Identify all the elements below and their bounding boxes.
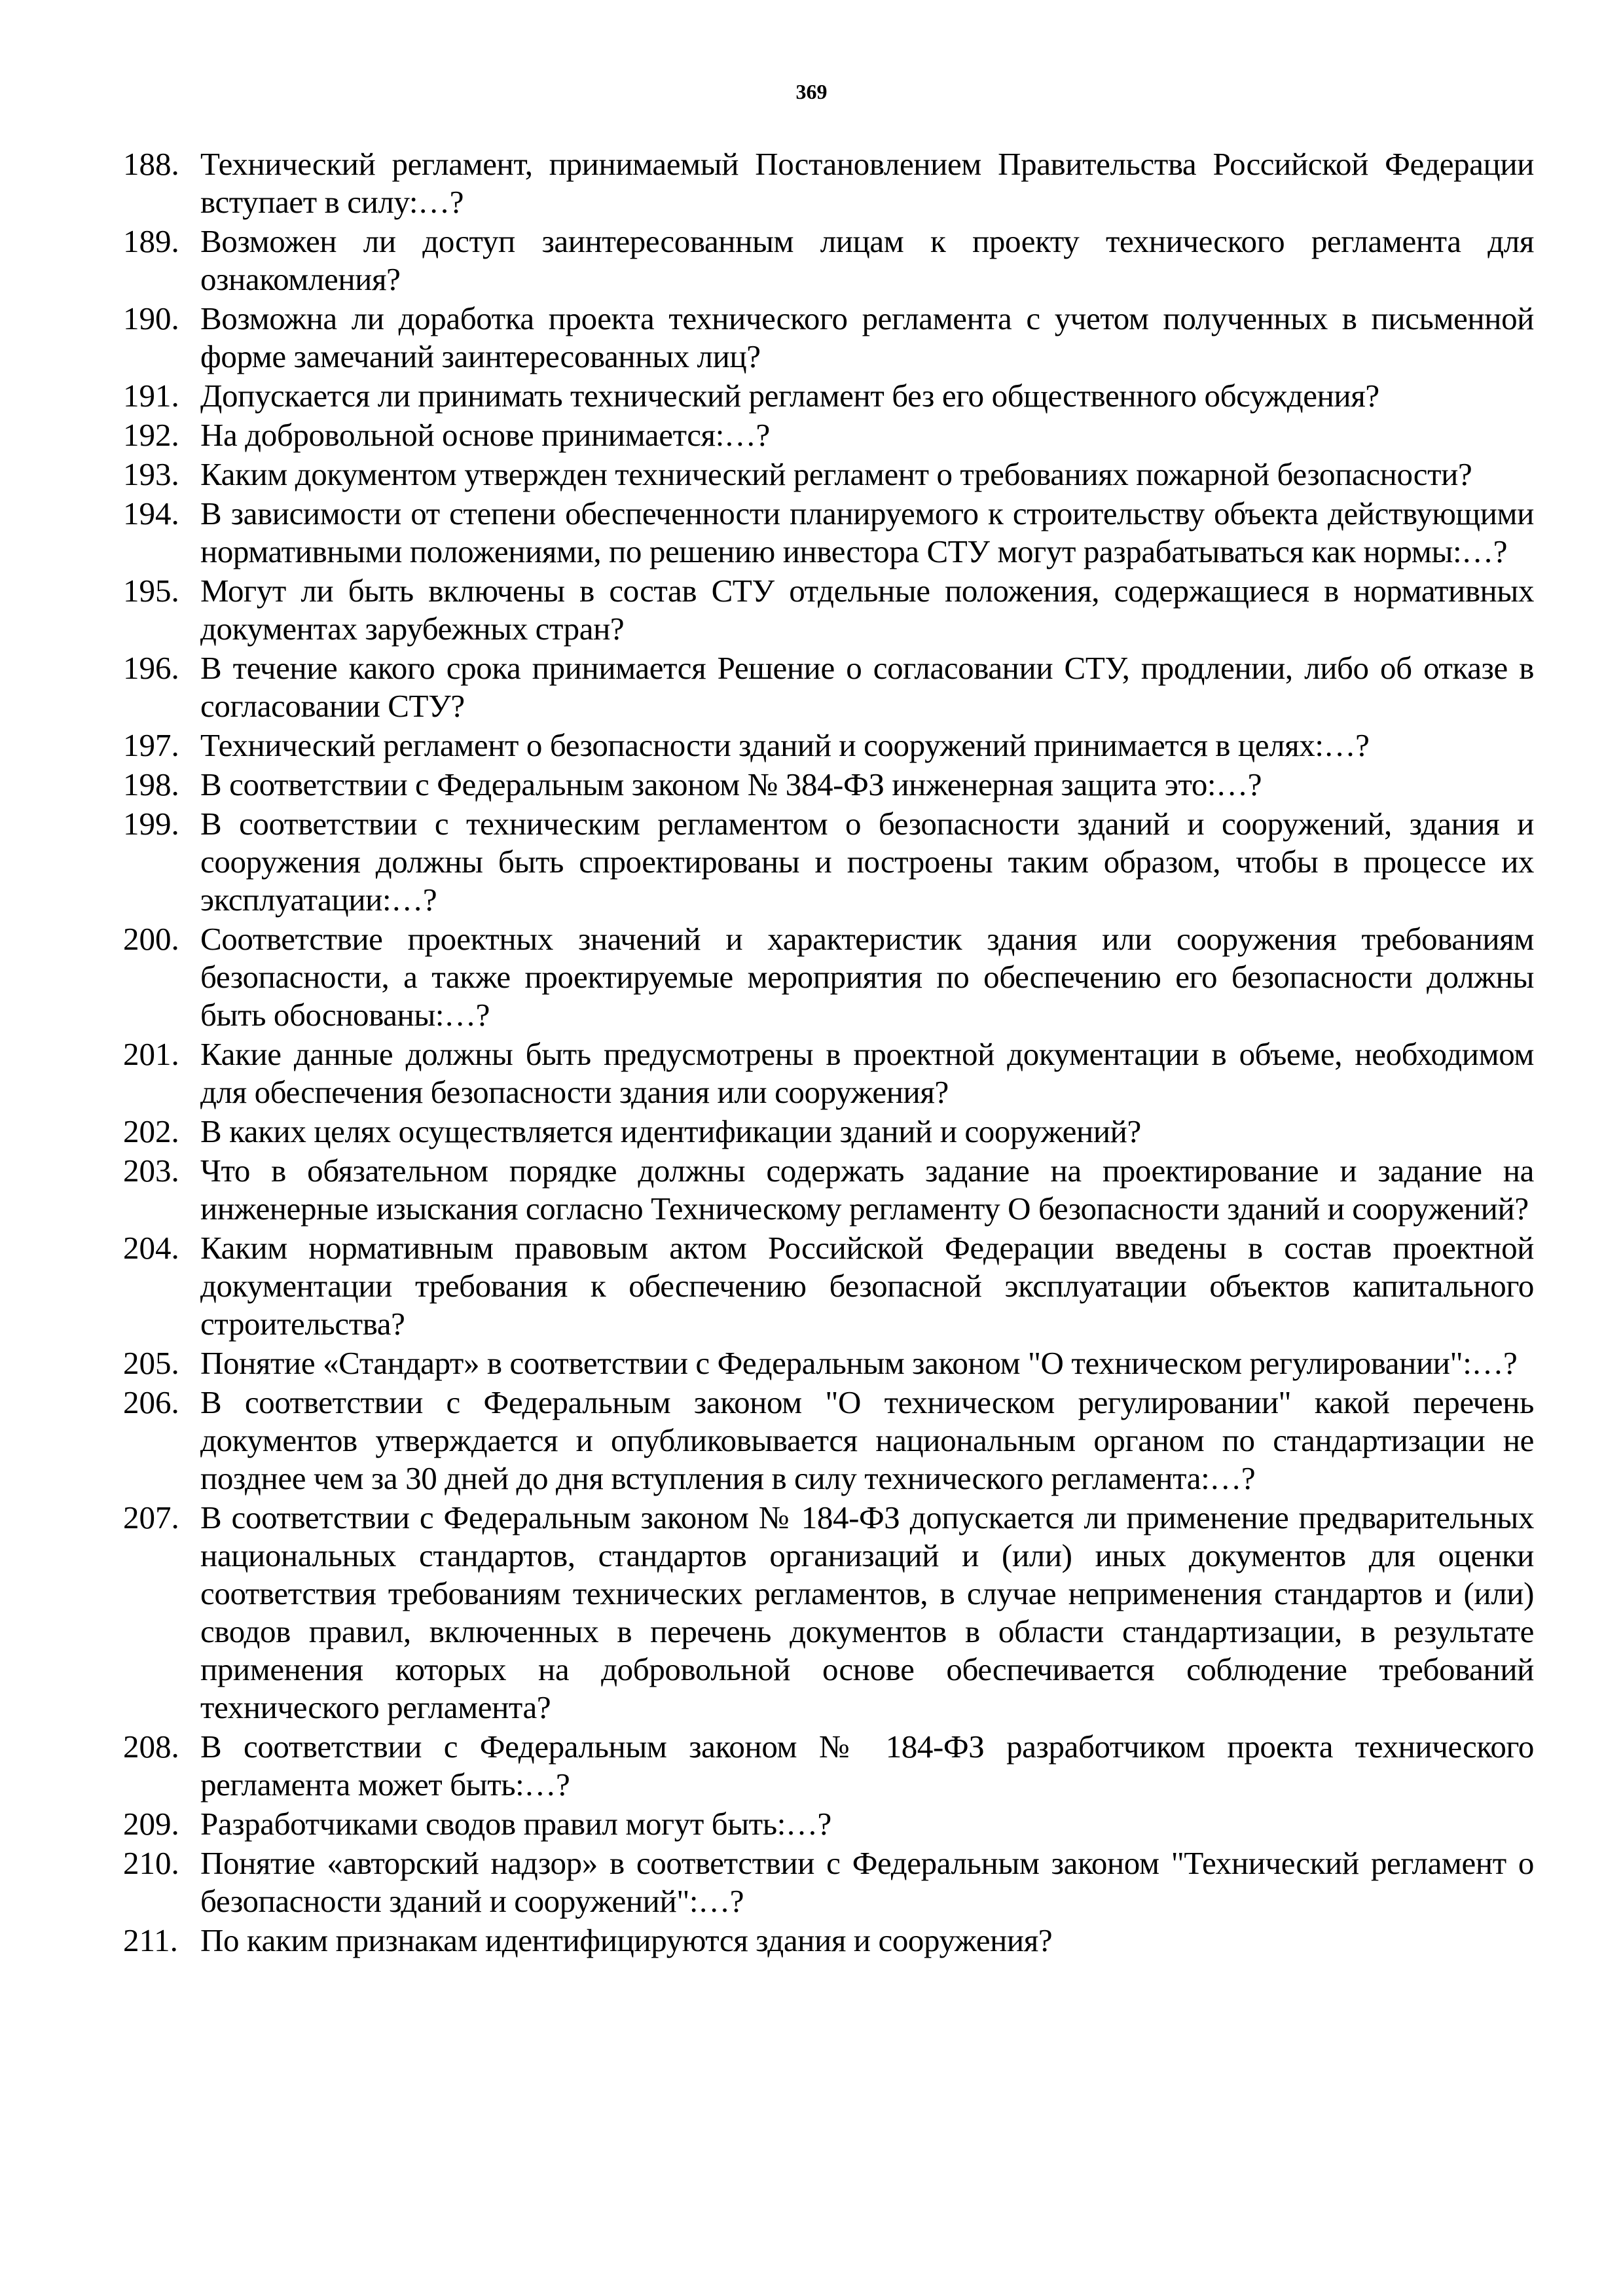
question-text: Каким документом утвержден технический регламент о требованиях пожарной безопасности?	[200, 456, 1472, 492]
question-text: В течение какого срока принимается Решение о согласовании СТУ, продлении, либо об отказе в согласовании СТУ?	[200, 650, 1534, 724]
question-text: Технический регламент о безопасности зданий и сооружений принимается в целях:…?	[200, 727, 1370, 763]
question-item	[123, 1728, 1534, 1804]
question-item	[123, 1844, 1534, 1920]
question-text: Соответствие проектных значений и характеристик здания или сооружения требованиям безопасности, а также проектируемые мероприятия по обеспечению его безопасности должны быть обоснованы:…?	[200, 921, 1534, 1033]
question-item	[123, 1035, 1534, 1111]
question-item	[123, 416, 1534, 454]
question-item	[123, 377, 1534, 415]
question-number: 196.	[123, 650, 179, 686]
question-text: Какие данные должны быть предусмотрены в проектной документации в объеме, необходимом для обеспечения безопасности здания или сооружения?	[200, 1036, 1534, 1110]
question-text: На добровольной основе принимается:…?	[200, 417, 770, 453]
question-number: 207.	[123, 1499, 179, 1535]
question-number: 203.	[123, 1153, 179, 1189]
question-text: В соответствии с Федеральным законом № 384-ФЗ инженерная защита это:…?	[200, 766, 1262, 802]
question-number: 209.	[123, 1806, 179, 1842]
question-item	[123, 572, 1534, 648]
question-item	[123, 1229, 1534, 1343]
question-item	[123, 1805, 1534, 1843]
question-text: Понятие «Стандарт» в соответствии с Федеральным законом "О техническом регулировании":…?	[200, 1345, 1518, 1381]
question-number: 201.	[123, 1036, 179, 1072]
question-number: 200.	[123, 921, 179, 957]
question-text: Возможна ли доработка проекта технического регламента с учетом полученных в письменной форме замечаний заинтересованных лиц?	[200, 300, 1534, 374]
page-number: 369	[795, 80, 828, 103]
question-number: 188.	[123, 146, 179, 182]
question-item	[123, 920, 1534, 1034]
question-item	[123, 1922, 1534, 1960]
question-item	[123, 1384, 1534, 1498]
question-number: 202.	[123, 1113, 179, 1149]
question-text: Понятие «авторский надзор» в соответствии с Федеральным законом "Технический регламент о безопасности зданий и сооружений":…?	[200, 1845, 1534, 1919]
question-number: 191.	[123, 378, 179, 414]
question-number: 208.	[123, 1729, 179, 1765]
question-text: В зависимости от степени обеспеченности планируемого к строительству объекта действующими нормативными положениями, по решению инвестора СТУ могут разрабатываться как нормы:…?	[200, 495, 1534, 569]
question-item	[123, 805, 1534, 919]
question-item	[123, 495, 1534, 571]
question-text: Допускается ли принимать технический регламент без его общественного обсуждения?	[200, 378, 1379, 414]
question-item	[123, 649, 1534, 725]
question-number: 210.	[123, 1845, 179, 1881]
question-text: В соответствии с Федеральным законом "О техническом регулировании" какой перечень документов утверждается и опубликовывается национальным органом по стандартизации не позднее чем за 30 дней до дня вступления в силу технического регламента:…?	[200, 1384, 1534, 1496]
question-item	[123, 145, 1534, 221]
question-text: По каким признакам идентифицируются здания и сооружения?	[200, 1922, 1053, 1958]
question-item	[123, 1499, 1534, 1727]
question-number: 189.	[123, 223, 179, 259]
question-text: Возможен ли доступ заинтересованным лицам к проекту технического регламента для ознакомления?	[200, 223, 1534, 297]
question-number: 206.	[123, 1384, 179, 1420]
question-item	[123, 300, 1534, 376]
question-text: В соответствии с Федеральным законом № 184-ФЗ разработчиком проекта технического регламента может быть:…?	[200, 1729, 1534, 1803]
question-number: 205.	[123, 1345, 179, 1381]
question-item	[123, 223, 1534, 298]
question-text: Технический регламент, принимаемый Постановлением Правительства Российской Федерации вступает в силу:…?	[200, 146, 1534, 220]
question-text: Каким нормативным правовым актом Российской Федерации введены в состав проектной документации требования к обеспечению безопасной эксплуатации объектов капитального строительства?	[200, 1230, 1534, 1342]
question-item	[123, 766, 1534, 804]
question-text: В соответствии с техническим регламентом о безопасности зданий и сооружений, здания и сооружения должны быть спроектированы и построены таким образом, чтобы в процессе их эксплуатации:…?	[200, 806, 1534, 918]
question-number: 195.	[123, 573, 179, 609]
question-item	[123, 1152, 1534, 1228]
question-number: 190.	[123, 300, 179, 336]
question-text: В каких целях осуществляется идентификации зданий и сооружений?	[200, 1113, 1141, 1149]
question-number: 193.	[123, 456, 179, 492]
question-item	[123, 726, 1534, 764]
question-number: 204.	[123, 1230, 179, 1266]
question-number: 192.	[123, 417, 179, 453]
question-item	[123, 1344, 1534, 1382]
question-number: 211.	[123, 1922, 178, 1958]
question-text: Разработчиками сводов правил могут быть:…?	[200, 1806, 831, 1842]
question-number: 198.	[123, 766, 179, 802]
question-number: 194.	[123, 495, 179, 531]
question-item	[123, 456, 1534, 493]
question-number: 199.	[123, 806, 179, 842]
question-number: 197.	[123, 727, 179, 763]
question-text: В соответствии с Федеральным законом № 184-ФЗ допускается ли применение предварительных национальных стандартов, стандартов организаций и (или) иных документов для оценки соответствия требованиям технических регламентов, в случае неприменения стандартов и (или) сводов правил, включенных в перечень документов в области стандартизации, в результате применения которых на добровольной основе обеспечивается соблюдение требований технического регламента?	[200, 1499, 1534, 1725]
question-text: Что в обязательном порядке должны содержать задание на проектирование и задание на инженерные изыскания согласно Техническому регламенту О безопасности зданий и сооружений?	[200, 1153, 1534, 1227]
question-item	[123, 1113, 1534, 1151]
question-list	[123, 145, 1534, 1961]
question-text: Могут ли быть включены в состав СТУ отдельные положения, содержащиеся в нормативных документах зарубежных стран?	[200, 573, 1534, 647]
